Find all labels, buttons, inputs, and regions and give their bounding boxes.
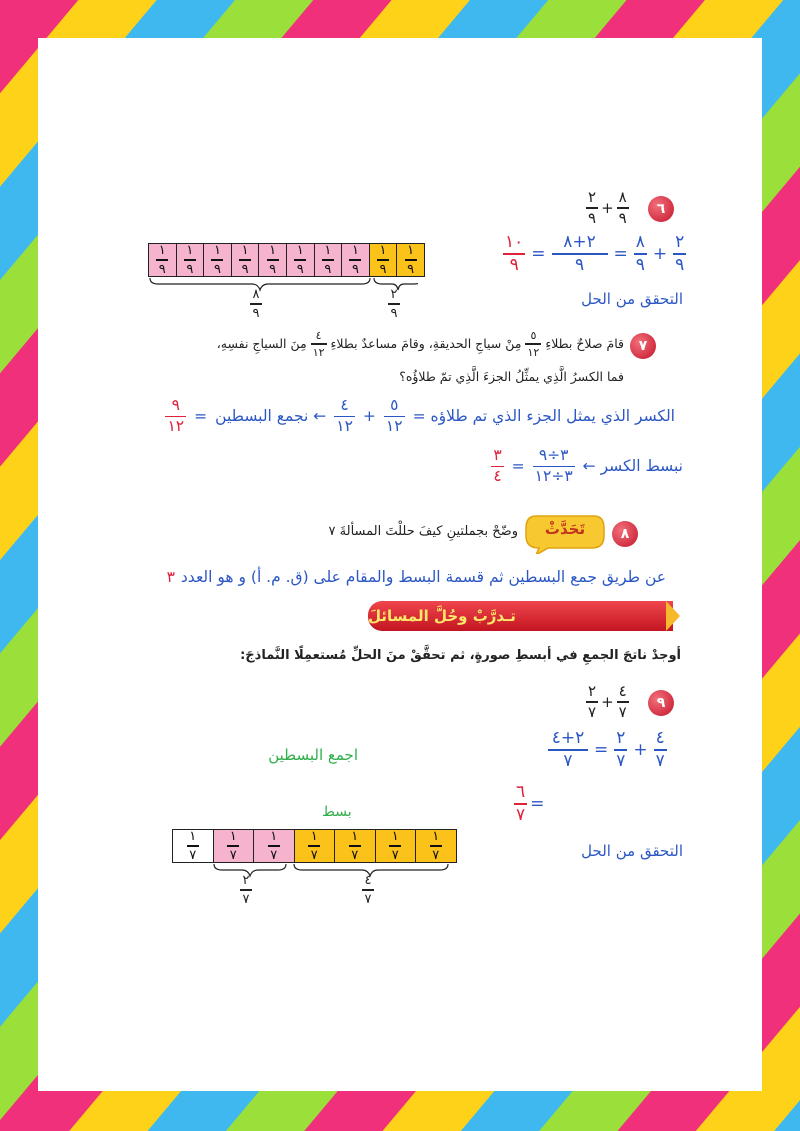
strip-cell-pink: [342, 244, 370, 276]
brace-label-two-sevenths: $\frac{٢}{٧}$: [240, 874, 252, 906]
brace-label-eight-ninths: $\frac{٨}{٩}$: [250, 288, 262, 320]
strip-cell-yellow: [376, 830, 417, 862]
numerator-label: بسط: [322, 804, 352, 820]
question-7-line-1: قامَ صلاحٌ بطلاءِ $\frac{٥}{١٢}$ مِنْ سياجِ الحديقةِ، وقامَ مساعدٌ بطلاءِ $\frac{٤}{١٢}$ مِنَ السياجِ نفسِهِ،: [216, 329, 624, 359]
strip-cell-yellow: [370, 244, 398, 276]
unit-fraction: $\frac{١}{٧}$: [268, 830, 280, 862]
talk-label: تَحَدَّثْ: [544, 520, 586, 538]
question-8-answer: عن طريق جمع البسطين ثم قسمة البسط والمقام على (ق. م. أ) و هو العدد ٣: [166, 568, 666, 586]
unit-fraction: $\frac{١}{٩}$: [294, 244, 306, 276]
unit-fraction: $\frac{١}{٧}$: [308, 830, 320, 862]
unit-fraction: $\frac{١}{٩}$: [349, 244, 361, 276]
strip-cell-yellow: [397, 244, 424, 276]
brace-label-four-sevenths: $\frac{٤}{٧}$: [362, 874, 374, 906]
question-9-badge: ٩: [648, 690, 674, 716]
unit-fraction: $\frac{١}{٩}$: [377, 244, 389, 276]
question-9-prompt: $\frac{٢}{٧}$ + $\frac{٤}{٧}$: [588, 682, 627, 721]
brace-label-two-ninths: $\frac{٢}{٩}$: [388, 288, 400, 320]
strip-cell-pink: [315, 244, 343, 276]
unit-fraction: $\frac{١}{٩}$: [322, 244, 334, 276]
fraction-strip-ninths: [148, 243, 425, 277]
question-9-solution: $\frac{٢+٤}{٧}$ = $\frac{٢}{٧}$ + $\frac{٤}{٧}$: [548, 730, 667, 770]
question-6-solution: $\frac{١٠}{٩}$ = $\frac{٢+٨}{٩}$ = $\frac{٨}{٩}$ + $\frac{٢}{٩}$: [505, 232, 685, 275]
question-6-badge: ٦: [648, 196, 674, 222]
question-8-prompt: وضّحْ بجملتينِ كيفَ حللْتَ المسألةَ ٧: [328, 524, 518, 539]
question-7-line-2: فما الكسرُ الَّذِي يمثِّلُ الجزءَ الَّذِي تمّ طلاؤُه؟: [399, 369, 624, 384]
check-solution-label-q6: التحقق من الحل: [581, 290, 683, 308]
unit-fraction: $\frac{١}{٩}$: [184, 244, 196, 276]
strip-cell-pink: [204, 244, 232, 276]
unit-fraction: $\frac{١}{٧}$: [389, 830, 401, 862]
strip-cell-yellow: [416, 830, 456, 862]
fraction-strip-sevenths: [172, 829, 457, 863]
instructions-text: أوجدْ ناتجَ الجمعِ في أبسطِ صورةٍ، ثم تحقَّقْ منَ الحلِّ مُستعمِلًا النَّماذجَ:: [240, 648, 681, 663]
question-7-answer-1: الكسر الذي يمثل الجزء الذي تم طلاؤه = $\frac{٥}{١٢}$ + $\frac{٤}{١٢}$ ← نجمع البسطين = $\frac{٩}{١٢}$: [167, 396, 675, 435]
strip-cell-pink: [259, 244, 287, 276]
unit-fraction: $\frac{١}{٧}$: [349, 830, 361, 862]
unit-fraction: $\frac{١}{٩}$: [211, 244, 223, 276]
unit-fraction: $\frac{١}{٩}$: [156, 244, 168, 276]
section-banner-practice: تـدرَّبْ وحُلَّ المسائلَ: [368, 601, 673, 631]
braces-q6: [148, 276, 418, 292]
question-8-badge: ٨: [612, 521, 638, 547]
worksheet-page: [38, 38, 762, 1091]
strip-cell-yellow: [295, 830, 336, 862]
unit-fraction: $\frac{١}{٩}$: [239, 244, 251, 276]
strip-cell-pink: [232, 244, 260, 276]
add-numerators-note: اجمع البسطين: [268, 746, 358, 764]
unit-fraction: $\frac{١}{٩}$: [405, 244, 417, 276]
question-7-answer-2: نبسط الكسر ← $\frac{٣\div ٩}{٣\div ١٢}$ = $\frac{٣}{٤}$: [493, 446, 683, 485]
unit-fraction: $\frac{١}{٧}$: [430, 830, 442, 862]
strip-cell-pink: [287, 244, 315, 276]
banner-arrow-icon: [666, 601, 680, 631]
question-6-prompt: $\frac{٢}{٩}$ + $\frac{٨}{٩}$: [588, 188, 627, 227]
question-7-badge: ٧: [630, 333, 656, 359]
question-9-result: $\frac{٦}{٧}$ =: [516, 782, 545, 825]
check-solution-label-q9: التحقق من الحل: [581, 842, 683, 860]
strip-cell-pink: [149, 244, 177, 276]
strip-cell-yellow: [335, 830, 376, 862]
strip-cell-white: [173, 830, 214, 862]
strip-cell-pink: [214, 830, 255, 862]
unit-fraction: $\frac{١}{٧}$: [227, 830, 239, 862]
strip-cell-pink: [177, 244, 205, 276]
unit-fraction: $\frac{١}{٩}$: [267, 244, 279, 276]
unit-fraction: $\frac{١}{٧}$: [187, 830, 199, 862]
strip-cell-pink: [254, 830, 295, 862]
